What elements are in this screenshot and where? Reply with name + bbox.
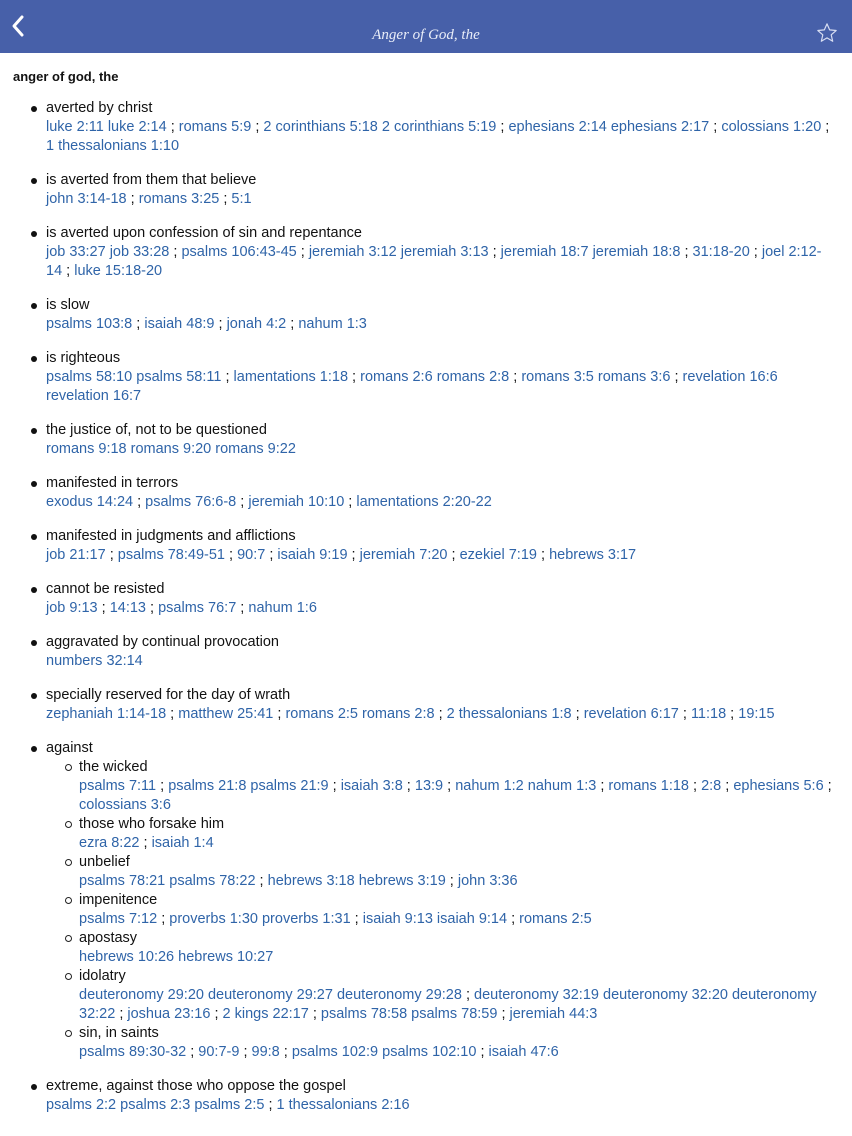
reference-separator: ; [447, 547, 460, 563]
reference-separator: ; [251, 119, 264, 135]
reference-list [79, 910, 836, 929]
verse-link[interactable]: hebrews 10:26 [79, 949, 175, 965]
reference-list [79, 872, 836, 891]
verse-link[interactable]: ezekiel 7:19 [459, 547, 537, 563]
verse-link[interactable]: 19:15 [738, 706, 775, 722]
verse-link[interactable]: luke 2:14 [107, 119, 167, 135]
reference-separator: ; [445, 873, 458, 889]
verse-link[interactable]: john 3:14-18 [46, 191, 127, 207]
topic-item [46, 296, 836, 334]
verse-link[interactable]: 90:7 [237, 547, 266, 563]
verse-link[interactable]: jeremiah 10:10 [248, 494, 345, 510]
topic-item [46, 527, 836, 565]
verse-link[interactable]: deuteronomy 29:27 [207, 987, 333, 1003]
topic-label: aggravated by continual provocation [46, 634, 279, 650]
subtopic-label: the wicked [79, 759, 148, 775]
verse-link[interactable]: isaiah 47:6 [488, 1044, 559, 1060]
reference-separator: ; [210, 1006, 223, 1022]
verse-link[interactable]: jeremiah 44:3 [509, 1006, 598, 1022]
reference-separator: ; [133, 494, 146, 510]
topic-item [46, 421, 836, 459]
subtopic-label: unbelief [79, 854, 130, 870]
subtopic-item [79, 815, 836, 853]
subtopic-item [79, 1024, 836, 1062]
verse-link[interactable]: isaiah 9:19 [277, 547, 348, 563]
reference-separator: ; [157, 911, 170, 927]
verse-link[interactable]: deuteronomy 32:19 [474, 987, 599, 1003]
verse-link[interactable]: luke 2:11 [46, 119, 104, 135]
reference-separator: ; [156, 778, 169, 794]
topic-item [46, 1077, 836, 1115]
verse-link[interactable]: john 3:36 [457, 873, 518, 889]
topic-label: the justice of, not to be questioned [46, 422, 267, 438]
verse-link[interactable]: isaiah 1:4 [151, 835, 214, 851]
subtopic-label: sin, in saints [79, 1025, 159, 1041]
topic-label: manifested in judgments and afflictions [46, 528, 296, 544]
subtopic-label: apostasy [79, 930, 138, 946]
verse-link[interactable]: 14:13 [109, 600, 146, 616]
reference-separator: ; [461, 987, 475, 1003]
reference-separator: ; [224, 547, 238, 563]
topic-heading: anger of god, the [13, 69, 119, 84]
topic-label: specially reserved for the day of wrath [46, 687, 291, 703]
verse-link[interactable]: job 33:28 [109, 244, 170, 260]
verse-link[interactable]: psalms 102:10 [382, 1044, 477, 1060]
reference-separator: ; [273, 706, 286, 722]
topic-label: cannot be resisted [46, 581, 165, 597]
verse-link[interactable]: psalms 2:3 [120, 1097, 191, 1113]
verse-link[interactable]: jeremiah 3:12 [308, 244, 397, 260]
reference-separator: ; [169, 244, 182, 260]
verse-link[interactable]: psalms 2:5 [194, 1097, 265, 1113]
topic-item [46, 474, 836, 512]
verse-link[interactable]: romans 5:9 [178, 119, 252, 135]
verse-link[interactable]: 2 thessalonians 1:8 [446, 706, 572, 722]
reference-list [79, 834, 836, 853]
verse-link[interactable]: psalms 76:6-8 [145, 494, 237, 510]
verse-link[interactable]: 2 kings 22:17 [222, 1006, 309, 1022]
back-button[interactable] [8, 12, 32, 40]
reference-separator: ; [497, 1006, 510, 1022]
verse-link[interactable]: romans 9:20 [130, 441, 212, 457]
reference-list [46, 493, 836, 512]
verse-link[interactable]: psalms 103:8 [46, 316, 133, 332]
verse-link[interactable]: jeremiah 3:13 [400, 244, 489, 260]
reference-separator: ; [97, 600, 110, 616]
reference-separator: ; [476, 1044, 489, 1060]
topic-item [46, 171, 836, 209]
reference-separator: ; [328, 778, 341, 794]
verse-link[interactable]: isaiah 3:8 [340, 778, 403, 794]
reference-separator: ; [62, 263, 75, 279]
verse-link[interactable]: colossians 1:20 [721, 119, 822, 135]
subtopic-label: idolatry [79, 968, 126, 984]
verse-link[interactable]: romans 3:25 [138, 191, 220, 207]
reference-list [79, 1043, 836, 1062]
verse-link[interactable]: psalms 106:43-45 [181, 244, 297, 260]
verse-link[interactable]: psalms 21:9 [250, 778, 329, 794]
verse-link[interactable]: deuteronomy 32:22 [79, 987, 817, 1022]
reference-list [46, 1096, 836, 1115]
topic-item [46, 739, 836, 1062]
verse-link[interactable]: psalms 78:58 [320, 1006, 408, 1022]
topic-item [46, 349, 836, 406]
topic-label: averted by christ [46, 100, 153, 116]
verse-link[interactable]: deuteronomy 32:20 [603, 987, 728, 1003]
subtopic-item [79, 853, 836, 891]
reference-list [79, 777, 836, 815]
topic-label: is averted from them that believe [46, 172, 257, 188]
reference-separator: ; [126, 191, 139, 207]
verse-link[interactable]: romans 1:18 [608, 778, 689, 794]
subtopic-list [46, 758, 836, 1062]
verse-link[interactable]: psalms 58:10 [46, 369, 133, 385]
reference-separator: ; [709, 119, 722, 135]
verse-link[interactable]: hebrews 3:18 [267, 873, 355, 889]
reference-separator: ; [536, 547, 550, 563]
reference-separator: ; [132, 316, 145, 332]
reference-list [79, 948, 836, 967]
verse-link[interactable]: zephaniah 1:14-18 [46, 706, 167, 722]
verse-link[interactable]: job 33:27 [46, 244, 106, 260]
verse-link[interactable]: lamentations 2:20-22 [356, 494, 492, 510]
reference-separator: ; [344, 494, 357, 510]
reference-separator: ; [680, 244, 693, 260]
reference-separator: ; [823, 778, 832, 794]
reference-separator: ; [279, 1044, 292, 1060]
verse-link[interactable]: jeremiah 18:8 [592, 244, 681, 260]
verse-link[interactable]: psalms 7:12 [79, 911, 158, 927]
verse-link[interactable]: ephesians 2:17 [610, 119, 710, 135]
reference-separator: ; [236, 600, 249, 616]
subtopic-item [79, 758, 836, 815]
verse-link[interactable]: romans 2:5 [285, 706, 358, 722]
verse-link[interactable]: 13:9 [414, 778, 444, 794]
page-title: Anger of God, the [372, 27, 480, 43]
topic-item [46, 580, 836, 618]
reference-separator: ; [402, 778, 415, 794]
verse-link[interactable]: isaiah 9:14 [436, 911, 508, 927]
verse-link[interactable]: job 9:13 [46, 600, 98, 616]
topic-item [46, 686, 836, 724]
verse-link[interactable]: hebrews 3:17 [549, 547, 637, 563]
topic-label: is averted upon confession of sin and repentance [46, 225, 362, 241]
reference-list [46, 599, 836, 618]
verse-link[interactable]: romans 2:5 [519, 911, 592, 927]
reference-list [46, 652, 836, 671]
verse-link[interactable]: colossians 3:6 [79, 797, 171, 813]
subtopic-item [79, 967, 836, 1024]
verse-link[interactable]: isaiah 48:9 [144, 316, 215, 332]
reference-separator: ; [255, 873, 268, 889]
reference-separator: ; [726, 706, 739, 722]
verse-link[interactable]: psalms 78:59 [411, 1006, 498, 1022]
verse-link[interactable]: romans 9:18 [46, 441, 127, 457]
verse-link[interactable]: romans 3:5 [521, 369, 594, 385]
verse-link[interactable]: nahum 1:3 [298, 316, 367, 332]
reference-separator: ; [509, 369, 522, 385]
reference-list [46, 243, 836, 281]
reference-list [46, 190, 836, 209]
verse-link[interactable]: 5:1 [231, 191, 252, 207]
verse-link[interactable]: 1 thessalonians 2:16 [276, 1097, 410, 1113]
reference-list [46, 440, 836, 459]
reference-separator: ; [749, 244, 762, 260]
reference-separator: ; [236, 494, 249, 510]
reference-separator: ; [308, 1006, 321, 1022]
verse-link[interactable]: psalms 58:11 [136, 369, 222, 385]
verse-link[interactable]: numbers 32:14 [46, 653, 143, 669]
verse-link[interactable]: 2:8 [701, 778, 722, 794]
topic-label: is righteous [46, 350, 121, 366]
reference-separator: ; [186, 1044, 199, 1060]
verse-link[interactable]: hebrews 10:27 [178, 949, 274, 965]
reference-separator: ; [105, 547, 118, 563]
verse-link[interactable]: psalms 78:49-51 [117, 547, 225, 563]
reference-separator: ; [348, 369, 361, 385]
reference-separator: ; [434, 706, 447, 722]
star-icon [816, 22, 838, 44]
reference-list [46, 705, 836, 724]
verse-link[interactable]: 1 thessalonians 1:10 [46, 138, 180, 154]
reference-separator: ; [239, 1044, 252, 1060]
reference-separator: ; [219, 191, 232, 207]
verse-link[interactable]: ephesians 5:6 [733, 778, 824, 794]
reference-separator: ; [166, 119, 179, 135]
reference-separator: ; [507, 911, 520, 927]
reference-separator: ; [678, 706, 691, 722]
verse-link[interactable]: jeremiah 18:7 [500, 244, 589, 260]
reference-separator: ; [571, 706, 584, 722]
verse-link[interactable]: psalms 78:22 [169, 873, 256, 889]
verse-link[interactable]: matthew 25:41 [178, 706, 274, 722]
verse-link[interactable]: 2 corinthians 5:19 [381, 119, 497, 135]
subtopic-label: impenitence [79, 892, 158, 908]
verse-link[interactable]: revelation 16:6 [682, 369, 778, 385]
verse-link[interactable]: romans 2:8 [362, 706, 435, 722]
verse-link[interactable]: romans 2:8 [436, 369, 510, 385]
reference-separator: ; [221, 369, 234, 385]
subtopic-label: those who forsake him [79, 816, 225, 832]
verse-link[interactable]: jonah 4:2 [226, 316, 287, 332]
verse-link[interactable]: proverbs 1:30 [169, 911, 258, 927]
verse-link[interactable]: nahum 1:2 [455, 778, 524, 794]
verse-link[interactable]: psalms 78:21 [79, 873, 166, 889]
verse-link[interactable]: proverbs 1:31 [261, 911, 351, 927]
subtopic-item [79, 929, 836, 967]
reference-separator: ; [443, 778, 456, 794]
reference-separator: ; [821, 119, 830, 135]
reference-separator: ; [689, 778, 702, 794]
reference-list [46, 368, 836, 406]
verse-link[interactable]: hebrews 3:19 [358, 873, 446, 889]
topic-label: against [46, 740, 93, 756]
verse-link[interactable]: exodus 14:24 [46, 494, 134, 510]
topic-list [0, 99, 836, 1130]
verse-link[interactable]: psalms 89:30-32 [79, 1044, 187, 1060]
verse-link[interactable]: joel 2:12-14 [46, 244, 822, 279]
reference-list [46, 546, 836, 565]
verse-link[interactable]: revelation 6:17 [583, 706, 679, 722]
verse-link[interactable]: deuteronomy 29:28 [336, 987, 462, 1003]
verse-link[interactable]: psalms 2:2 [46, 1097, 117, 1113]
verse-link[interactable]: joshua 23:16 [127, 1006, 211, 1022]
reference-separator: ; [166, 706, 179, 722]
reference-list [46, 118, 836, 156]
topic-label: manifested in terrors [46, 475, 179, 491]
verse-link[interactable]: psalms 76:7 [158, 600, 237, 616]
verse-link[interactable]: ezra 8:22 [79, 835, 140, 851]
reference-separator: ; [265, 547, 278, 563]
reference-list [79, 986, 836, 1024]
reference-list [46, 315, 836, 334]
verse-link[interactable]: 11:18 [690, 706, 727, 722]
verse-link[interactable]: psalms 102:9 [291, 1044, 379, 1060]
favorite-button[interactable] [816, 22, 838, 44]
reference-separator: ; [214, 316, 227, 332]
verse-link[interactable]: job 21:17 [46, 547, 106, 563]
verse-link[interactable]: revelation 16:7 [46, 388, 142, 404]
topic-label: extreme, against those who oppose the gospel [46, 1078, 346, 1094]
verse-link[interactable]: romans 3:6 [597, 369, 671, 385]
chevron-left-icon [8, 12, 32, 40]
reference-separator: ; [670, 369, 683, 385]
topic-item [46, 224, 836, 281]
reference-separator: ; [596, 778, 609, 794]
verse-link[interactable]: nahum 1:6 [248, 600, 317, 616]
topic-item [46, 633, 836, 671]
verse-link[interactable]: romans 2:6 [360, 369, 433, 385]
reference-separator: ; [488, 244, 501, 260]
verse-link[interactable]: 31:18-20 [692, 244, 750, 260]
topic-item [46, 99, 836, 156]
verse-link[interactable]: deuteronomy 29:20 [79, 987, 204, 1003]
reference-separator: ; [721, 778, 734, 794]
reference-separator: ; [347, 547, 360, 563]
topic-label: is slow [46, 297, 90, 313]
reference-separator: ; [350, 911, 363, 927]
reference-separator: ; [496, 119, 509, 135]
reference-separator: ; [286, 316, 299, 332]
verse-link[interactable]: jeremiah 7:20 [359, 547, 448, 563]
verse-link[interactable]: nahum 1:3 [527, 778, 597, 794]
reference-separator: ; [264, 1097, 277, 1113]
verse-link[interactable]: ephesians 2:14 [508, 119, 607, 135]
verse-link[interactable]: romans 9:22 [215, 441, 296, 457]
reference-separator: ; [139, 835, 152, 851]
reference-separator: ; [146, 600, 159, 616]
subtopic-item [79, 891, 836, 929]
reference-separator: ; [296, 244, 309, 260]
verse-link[interactable]: lamentations 1:18 [233, 369, 349, 385]
navigation-bar [0, 0, 852, 53]
reference-separator: ; [115, 1006, 128, 1022]
verse-link[interactable]: 2 corinthians 5:18 [263, 119, 378, 135]
verse-link[interactable]: 99:8 [251, 1044, 280, 1060]
verse-link[interactable]: psalms 21:8 [168, 778, 247, 794]
verse-link[interactable]: luke 15:18-20 [74, 263, 163, 279]
verse-link[interactable]: psalms 7:11 [79, 778, 157, 794]
verse-link[interactable]: 90:7-9 [198, 1044, 240, 1060]
verse-link[interactable]: isaiah 9:13 [362, 911, 433, 927]
